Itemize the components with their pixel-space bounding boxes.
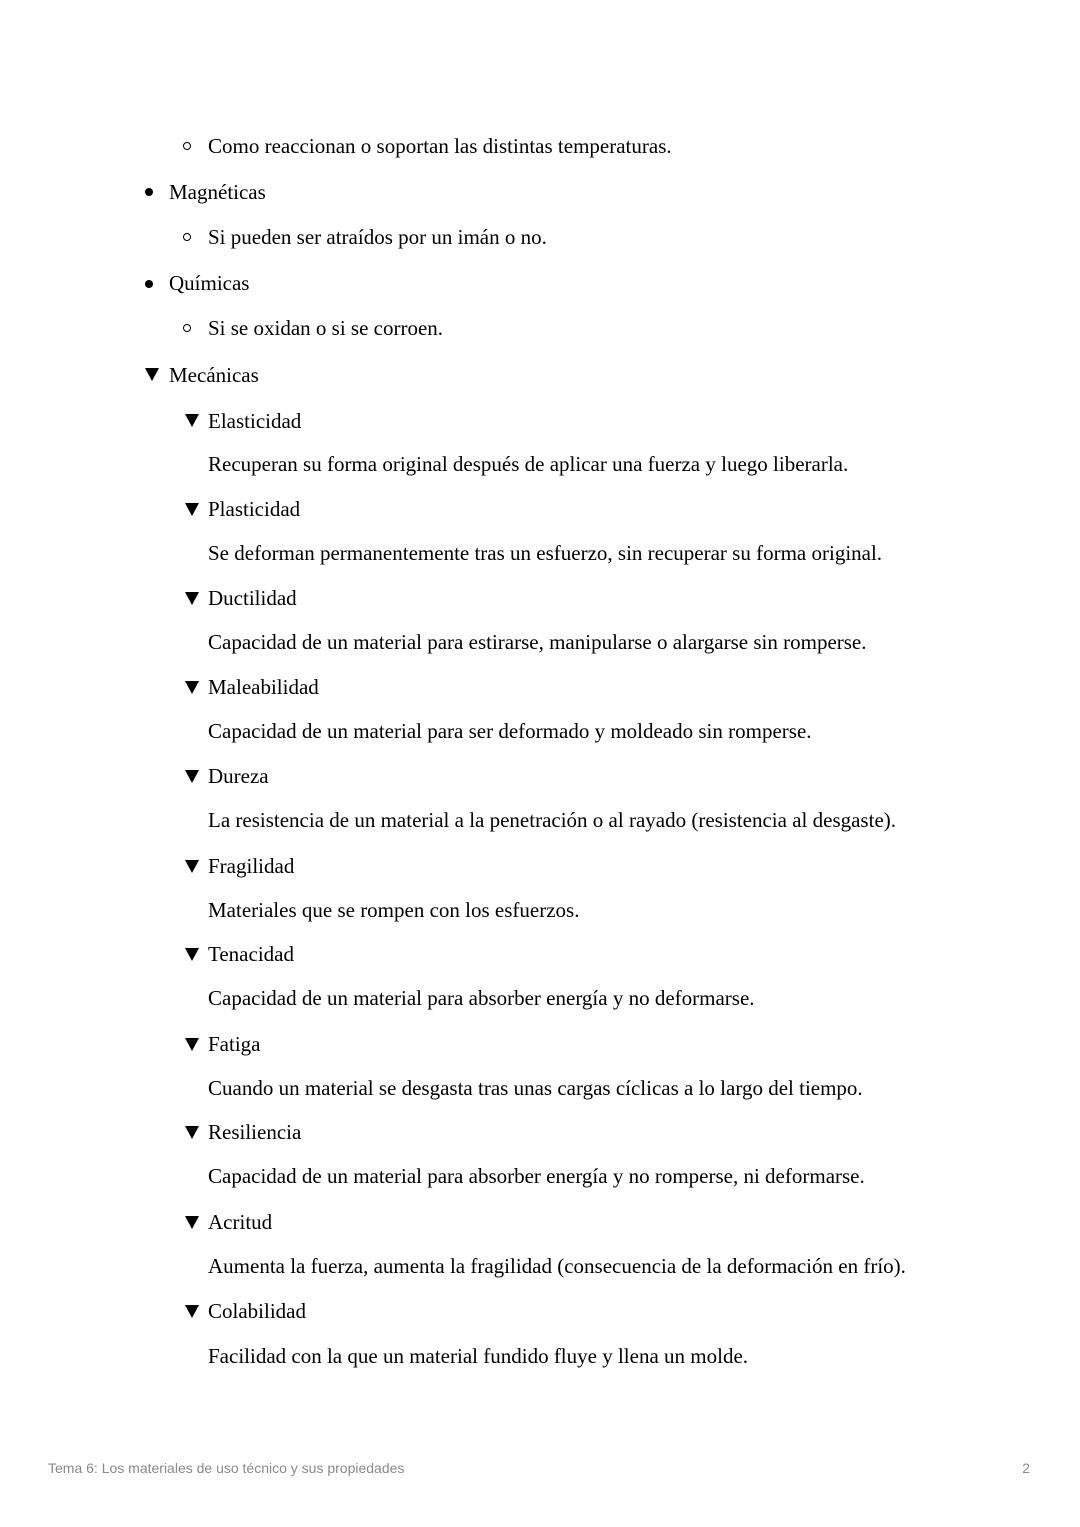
page-number: 2	[1022, 1460, 1030, 1476]
bullet-disc-icon	[145, 188, 153, 196]
bullet-circle-icon	[183, 324, 191, 332]
toggle-triangle-icon[interactable]	[185, 503, 199, 516]
acritud-detail: Aumenta la fuerza, aumenta la fragilidad (consecuencia de la deformación en frío).	[208, 1254, 906, 1278]
fragilidad-detail: Materiales que se rompen con los esfuerzos.	[208, 898, 580, 922]
bullet-disc-icon	[145, 280, 153, 288]
toggle-triangle-icon[interactable]	[185, 1305, 199, 1318]
toggle-triangle-icon[interactable]	[145, 368, 159, 381]
maleabilidad-detail: Capacidad de un material para ser deformado y moldeado sin romperse.	[208, 719, 812, 743]
tenacidad-toggle[interactable]: Tenacidad	[208, 942, 294, 966]
bullet-circle-icon	[183, 233, 191, 241]
ductilidad-toggle[interactable]: Ductilidad	[208, 586, 297, 610]
acritud-toggle[interactable]: Acritud	[208, 1210, 273, 1234]
toggle-triangle-icon[interactable]	[185, 948, 199, 961]
bullet-circle-icon	[183, 142, 191, 150]
maleabilidad-toggle[interactable]: Maleabilidad	[208, 675, 319, 699]
resiliencia-toggle[interactable]: Resiliencia	[208, 1120, 302, 1144]
ductilidad-detail: Capacidad de un material para estirarse, manipularse o alargarse sin romperse.	[208, 630, 867, 654]
tenacidad-detail: Capacidad de un material para absorber energía y no deformarse.	[208, 986, 755, 1010]
termicas-detail: Como reaccionan o soportan las distintas temperaturas.	[208, 134, 672, 158]
elasticidad-detail: Recuperan su forma original después de aplicar una fuerza y luego liberarla.	[208, 452, 849, 476]
quimicas-detail: Si se oxidan o si se corroen.	[208, 316, 444, 340]
toggle-triangle-icon[interactable]	[185, 770, 199, 783]
toggle-triangle-icon[interactable]	[185, 681, 199, 694]
toggle-triangle-icon[interactable]	[185, 1126, 199, 1139]
toggle-triangle-icon[interactable]	[185, 1216, 199, 1229]
toggle-triangle-icon[interactable]	[185, 592, 199, 605]
elasticidad-toggle[interactable]: Elasticidad	[208, 409, 302, 433]
fatiga-detail: Cuando un material se desgasta tras unas cargas cíclicas a lo largo del tiempo.	[208, 1076, 863, 1100]
magneticas-detail: Si pueden ser atraídos por un imán o no.	[208, 225, 547, 249]
resiliencia-detail: Capacidad de un material para absorber energía y no romperse, ni deformarse.	[208, 1164, 865, 1188]
footer-title: Tema 6: Los materiales de uso técnico y sus propiedades	[48, 1460, 405, 1476]
toggle-triangle-icon[interactable]	[185, 860, 199, 873]
toggle-triangle-icon[interactable]	[185, 1038, 199, 1051]
toggle-triangle-icon[interactable]	[185, 414, 199, 427]
dureza-detail: La resistencia de un material a la penetración o al rayado (resistencia al desgaste).	[208, 808, 897, 832]
dureza-toggle[interactable]: Dureza	[208, 764, 269, 788]
mecanicas-toggle[interactable]: Mecánicas	[169, 363, 259, 387]
plasticidad-detail: Se deforman permanentemente tras un esfuerzo, sin recuperar su forma original.	[208, 541, 883, 565]
colabilidad-detail: Facilidad con la que un material fundido fluye y llena un molde.	[208, 1344, 749, 1368]
quimicas-title: Químicas	[169, 271, 250, 295]
plasticidad-toggle[interactable]: Plasticidad	[208, 497, 301, 521]
magneticas-title: Magnéticas	[169, 180, 266, 204]
colabilidad-toggle[interactable]: Colabilidad	[208, 1299, 306, 1323]
fatiga-toggle[interactable]: Fatiga	[208, 1032, 261, 1056]
fragilidad-toggle[interactable]: Fragilidad	[208, 854, 295, 878]
